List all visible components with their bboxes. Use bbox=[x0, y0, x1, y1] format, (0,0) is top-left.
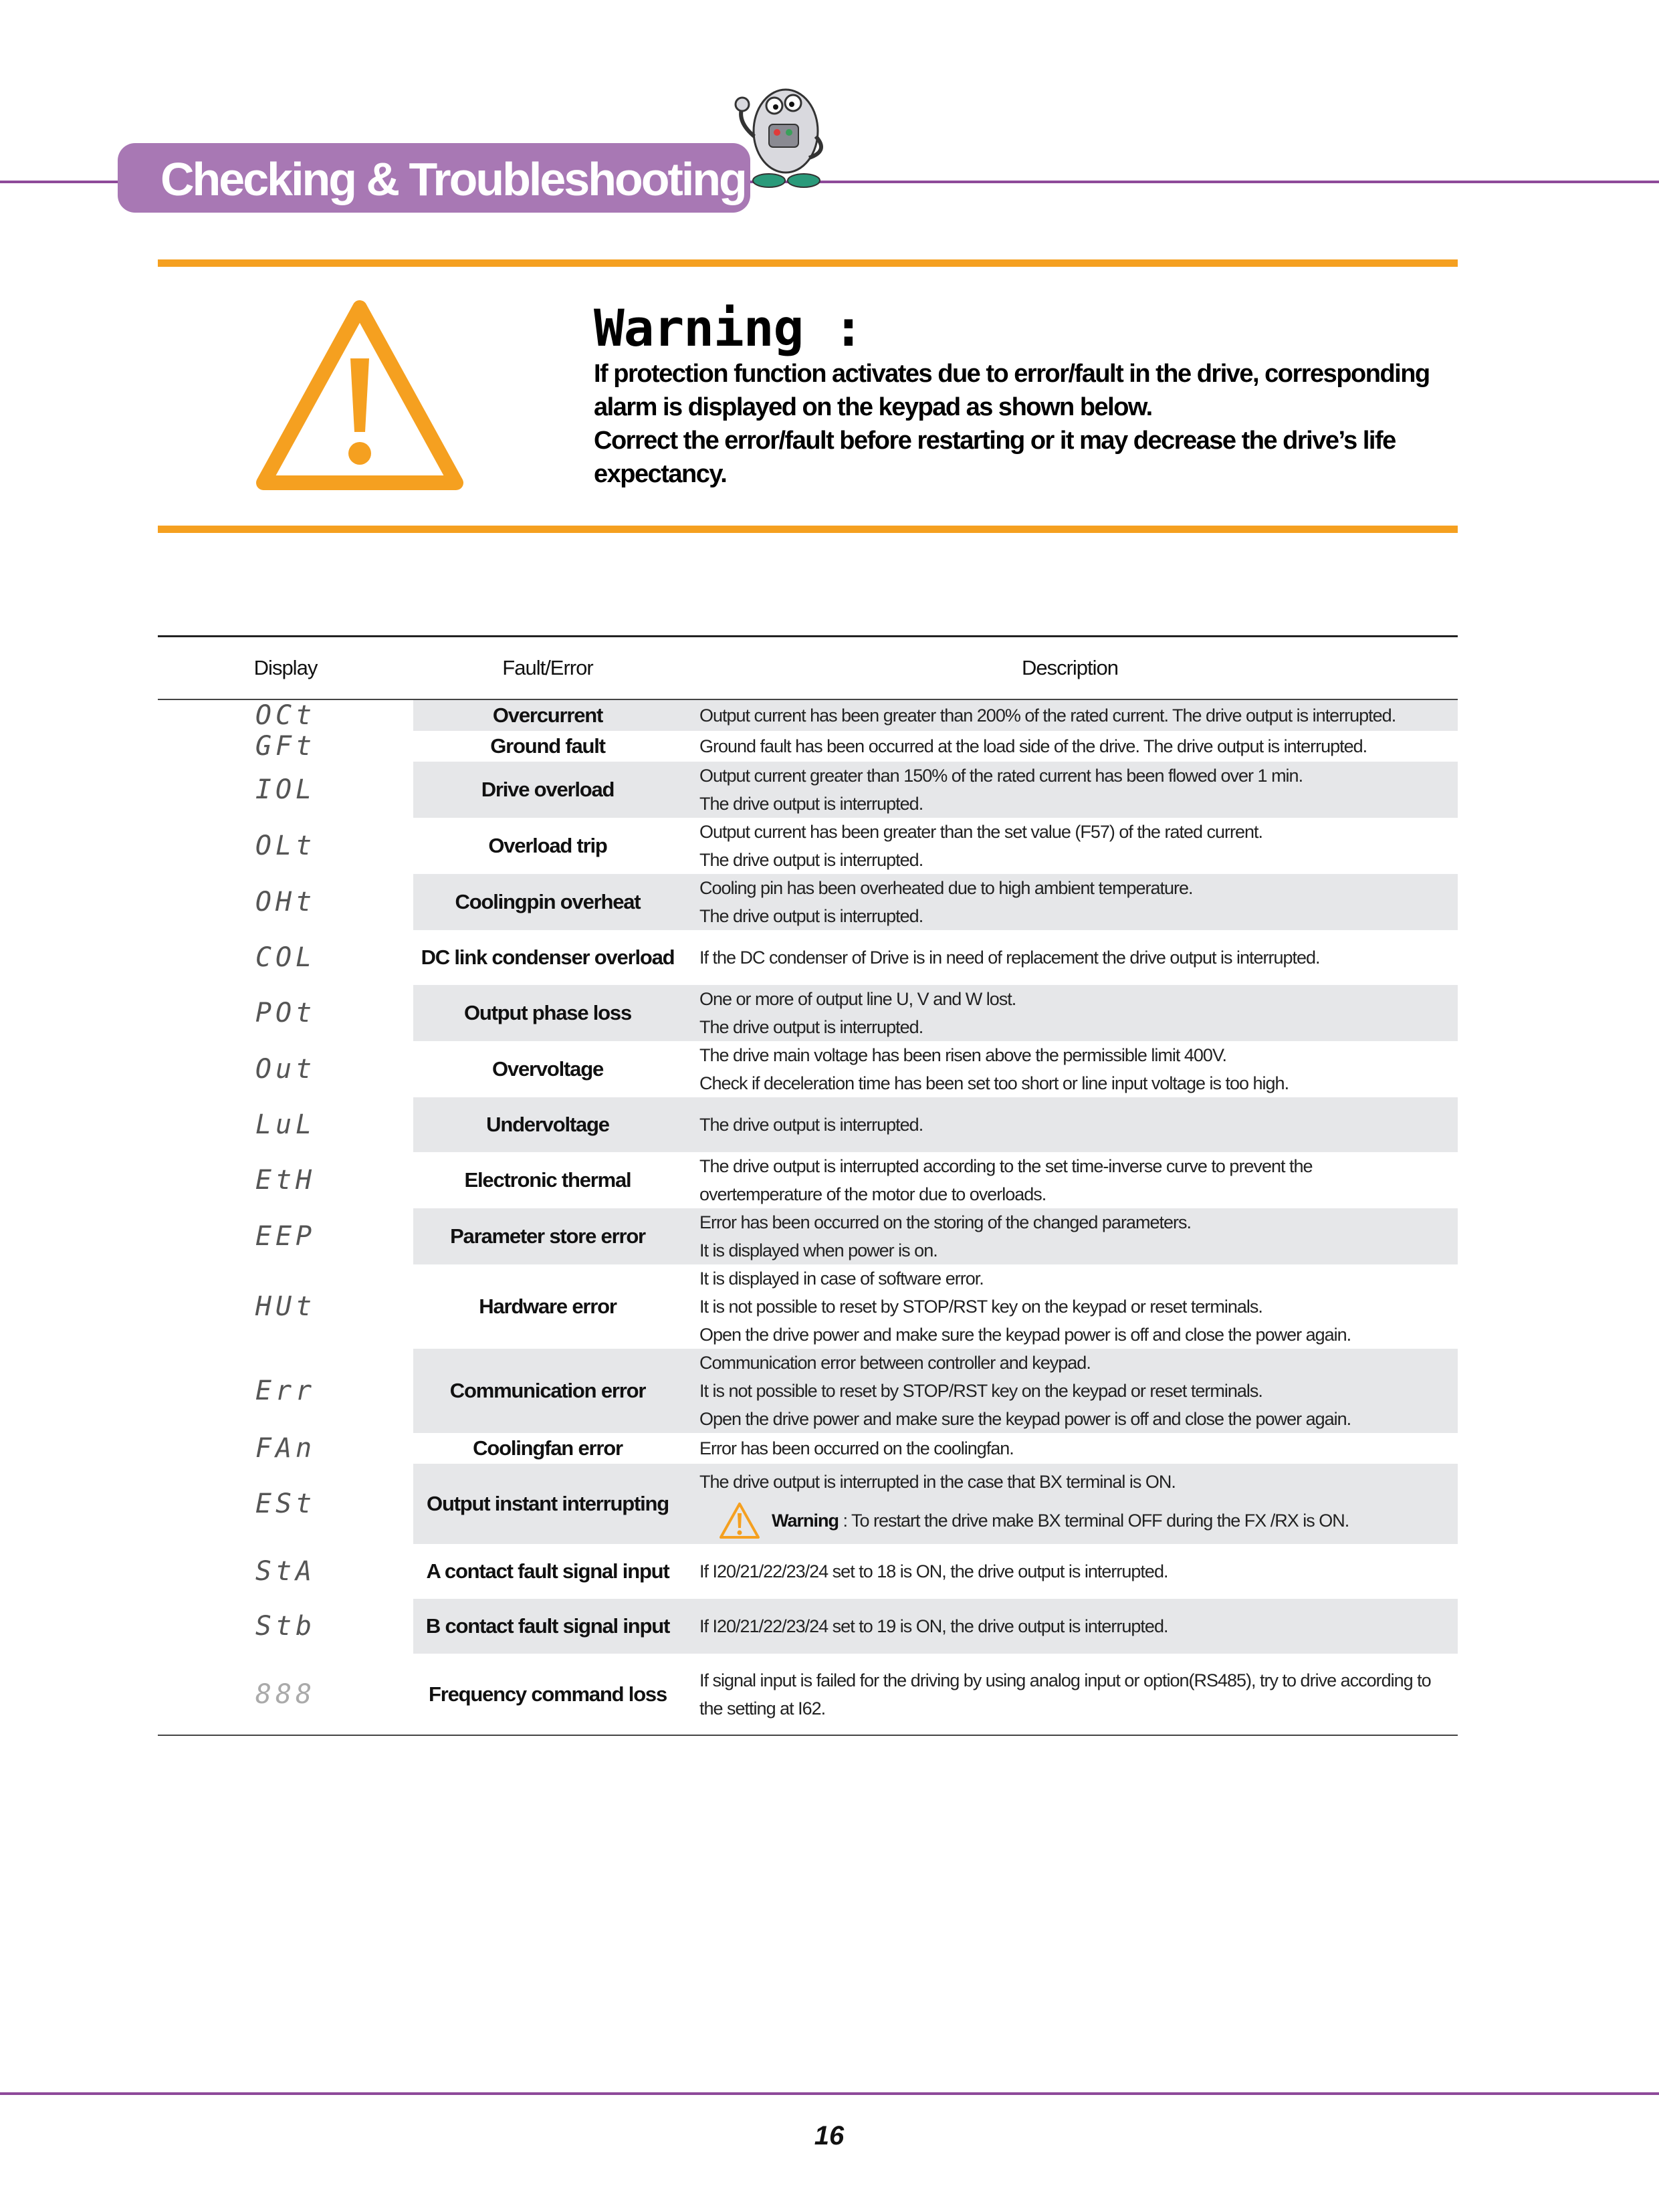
table-row bbox=[158, 1349, 1458, 1433]
page-number: 16 bbox=[814, 2121, 845, 2150]
table-row bbox=[158, 1433, 1458, 1464]
description-cell bbox=[682, 1654, 1458, 1735]
table-row bbox=[158, 762, 1458, 818]
keypad-code: StA bbox=[255, 1556, 316, 1587]
fault-cell: Hardware error bbox=[479, 1295, 617, 1318]
description-line: The drive output is interrupted. bbox=[699, 794, 923, 814]
table-row bbox=[158, 930, 1458, 985]
keypad-code: FAn bbox=[255, 1433, 316, 1464]
description-line: It is displayed in case of software error. bbox=[699, 1268, 984, 1289]
description-line: Error has been occurred on the storing of the changed parameters. bbox=[699, 1212, 1191, 1232]
description-line: Output current has been greater than 200% of the rated current. The drive output is interrupted. bbox=[699, 705, 1396, 726]
keypad-code: COL bbox=[255, 942, 316, 973]
fault-cell: Overload trip bbox=[488, 834, 607, 857]
keypad-code: POt bbox=[255, 998, 316, 1028]
table-row bbox=[158, 1599, 1458, 1654]
description-line: The drive output is interrupted. bbox=[699, 1017, 923, 1037]
warning-heading: Warning : bbox=[594, 298, 863, 358]
display-cell bbox=[158, 818, 413, 874]
description-line: It is not possible to reset by STOP/RST key on the keypad or reset terminals. bbox=[699, 1297, 1262, 1317]
keypad-code: LuL bbox=[255, 1109, 316, 1140]
display-cell bbox=[158, 874, 413, 930]
description-line: Check if deceleration time has been set too short or line input voltage is too high. bbox=[699, 1073, 1289, 1093]
description-line: Error has been occurred on the coolingfan. bbox=[699, 1438, 1014, 1458]
fault-cell: Parameter store error bbox=[413, 1208, 682, 1264]
description-line: The drive output is interrupted according to the set time-inverse curve to prevent the bbox=[699, 1156, 1313, 1176]
display-cell bbox=[158, 1097, 413, 1152]
display-cell bbox=[158, 731, 413, 762]
keypad-code: OLt bbox=[255, 831, 316, 861]
description-line: The drive output is interrupted. bbox=[699, 906, 923, 926]
table-row bbox=[158, 731, 1458, 762]
fault-cell: B contact fault signal input bbox=[413, 1599, 682, 1654]
warning-line: alarm is displayed on the keypad as shown below. bbox=[594, 393, 1152, 421]
description-line: If I20/21/22/23/24 set to 19 is ON, the drive output is interrupted. bbox=[699, 1616, 1168, 1636]
description-cell bbox=[682, 1544, 1458, 1599]
table-row bbox=[158, 985, 1458, 1041]
warning-rule-bottom bbox=[158, 526, 1458, 533]
display-cell bbox=[158, 1654, 413, 1735]
warning-line: expectancy. bbox=[594, 460, 727, 488]
header-description: Description bbox=[682, 637, 1458, 700]
description-line: Communication error between controller and keypad. bbox=[699, 1353, 1091, 1373]
fault-table bbox=[158, 635, 1458, 1736]
warning-text bbox=[594, 357, 1463, 491]
description-cell bbox=[682, 1599, 1458, 1654]
display-cell bbox=[158, 1599, 413, 1654]
inline-warning-label: Warning bbox=[772, 1511, 839, 1531]
description-cell bbox=[682, 1152, 1458, 1208]
description-cell bbox=[682, 731, 1458, 762]
warning-triangle-icon bbox=[254, 298, 465, 492]
description-line: It is displayed when power is on. bbox=[699, 1240, 937, 1260]
description-cell bbox=[682, 762, 1458, 818]
keypad-code: Stb bbox=[255, 1611, 316, 1642]
table-row bbox=[158, 1654, 1458, 1735]
fault-cell: Undervoltage bbox=[413, 1097, 682, 1152]
warning-line: If protection function activates due to error/fault in the drive, corresponding bbox=[594, 360, 1430, 388]
description-line: If I20/21/22/23/24 set to 18 is ON, the drive output is interrupted. bbox=[699, 1561, 1168, 1581]
display-cell bbox=[158, 1544, 413, 1599]
footer-rule bbox=[0, 2092, 1659, 2095]
mascot-icon bbox=[722, 58, 843, 191]
description-cell bbox=[682, 1349, 1458, 1433]
fault-cell: Overvoltage bbox=[492, 1057, 603, 1081]
display-cell bbox=[158, 1264, 413, 1349]
fault-cell: Output instant interrupting bbox=[413, 1464, 682, 1544]
fault-cell: DC link condenser overload bbox=[421, 946, 675, 969]
page-title: Checking & Troubleshooting bbox=[160, 153, 746, 205]
display-cell bbox=[158, 1433, 413, 1464]
inline-warning bbox=[718, 1501, 1458, 1540]
table-row bbox=[158, 1208, 1458, 1264]
warning-rule-top bbox=[158, 259, 1458, 267]
description-line: The drive output is interrupted in the case that BX terminal is ON. bbox=[699, 1472, 1176, 1492]
description-cell bbox=[682, 1264, 1458, 1349]
fault-cell: Drive overload bbox=[413, 762, 682, 818]
description-cell bbox=[682, 1208, 1458, 1264]
header-display: Display bbox=[158, 637, 413, 700]
display-cell bbox=[158, 930, 413, 985]
description-line: If the DC condenser of Drive is in need of replacement the drive output is interrupted. bbox=[699, 948, 1320, 968]
keypad-code: Err bbox=[255, 1375, 316, 1406]
display-cell bbox=[158, 762, 413, 818]
keypad-code: EEP bbox=[255, 1221, 316, 1252]
table-body bbox=[158, 699, 1458, 1735]
description-line: One or more of output line U, V and W lost. bbox=[699, 989, 1016, 1009]
description-cell bbox=[682, 874, 1458, 930]
keypad-code: IOL bbox=[255, 774, 316, 805]
keypad-code: Out bbox=[255, 1054, 316, 1085]
display-cell bbox=[158, 1464, 413, 1544]
warning-line: Correct the error/fault before restarting or it may decrease the drive’s life bbox=[594, 427, 1396, 455]
keypad-code: GFt bbox=[255, 731, 316, 762]
fault-cell: Coolingfan error bbox=[473, 1436, 623, 1460]
inline-warning-text: : To restart the drive make BX terminal OFF during the FX /RX is ON. bbox=[839, 1511, 1349, 1531]
description-cell bbox=[682, 985, 1458, 1041]
warning-triangle-icon bbox=[718, 1501, 761, 1540]
description-line: Ground fault has been occurred at the load side of the drive. The drive output is interrupted. bbox=[699, 736, 1367, 756]
keypad-code: OHt bbox=[255, 887, 316, 917]
table-row bbox=[158, 1464, 1458, 1544]
description-line: If signal input is failed for the driving by using analog input or option(RS485), try to drive according to bbox=[699, 1670, 1431, 1690]
description-line: It is not possible to reset by STOP/RST key on the keypad or reset terminals. bbox=[699, 1381, 1262, 1401]
description-line: The drive output is interrupted. bbox=[699, 1115, 923, 1135]
description-cell bbox=[682, 1041, 1458, 1097]
description-line: Output current greater than 150% of the rated current has been flowed over 1 min. bbox=[699, 766, 1303, 786]
table-row bbox=[158, 1041, 1458, 1097]
display-cell bbox=[158, 985, 413, 1041]
fault-cell: Ground fault bbox=[490, 734, 605, 758]
description-cell bbox=[682, 1464, 1458, 1544]
table-row bbox=[158, 1097, 1458, 1152]
description-cell bbox=[682, 1097, 1458, 1152]
fault-cell: Electronic thermal bbox=[464, 1168, 631, 1192]
fault-cell: Output phase loss bbox=[413, 985, 682, 1041]
table-row bbox=[158, 1544, 1458, 1599]
fault-cell: Coolingpin overheat bbox=[413, 874, 682, 930]
keypad-code: 888 bbox=[255, 1678, 316, 1710]
description-line: the setting at I62. bbox=[699, 1698, 826, 1719]
table-row bbox=[158, 1152, 1458, 1208]
description-line: Output current has been greater than the set value (F57) of the rated current. bbox=[699, 822, 1263, 842]
description-cell bbox=[682, 930, 1458, 985]
description-line: overtemperature of the motor due to overloads. bbox=[699, 1184, 1046, 1204]
keypad-code: ESt bbox=[255, 1488, 316, 1519]
description-cell bbox=[682, 699, 1458, 731]
keypad-code: OCt bbox=[255, 700, 316, 731]
table-header-row bbox=[158, 637, 1458, 700]
description-cell bbox=[682, 1433, 1458, 1464]
table-row bbox=[158, 699, 1458, 731]
table-row bbox=[158, 1264, 1458, 1349]
description-line: The drive main voltage has been risen above the permissible limit 400V. bbox=[699, 1045, 1226, 1065]
description-line: Open the drive power and make sure the keypad power is off and close the power again. bbox=[699, 1409, 1351, 1429]
keypad-code: EtH bbox=[255, 1165, 316, 1196]
fault-cell: A contact fault signal input bbox=[426, 1559, 669, 1583]
display-cell bbox=[158, 699, 413, 731]
display-cell bbox=[158, 1208, 413, 1264]
description-line: The drive output is interrupted. bbox=[699, 850, 923, 870]
display-cell bbox=[158, 1041, 413, 1097]
header-fault: Fault/Error bbox=[413, 637, 682, 700]
fault-cell: Communication error bbox=[413, 1349, 682, 1433]
fault-cell: Frequency command loss bbox=[413, 1654, 682, 1735]
fault-cell: Overcurrent bbox=[413, 699, 682, 731]
description-line: Cooling pin has been overheated due to high ambient temperature. bbox=[699, 878, 1193, 898]
table-row bbox=[158, 874, 1458, 930]
display-cell bbox=[158, 1152, 413, 1208]
description-cell bbox=[682, 818, 1458, 874]
description-line: Open the drive power and make sure the keypad power is off and close the power again. bbox=[699, 1325, 1351, 1345]
display-cell bbox=[158, 1349, 413, 1433]
table-row bbox=[158, 818, 1458, 874]
keypad-code: HUt bbox=[255, 1291, 316, 1322]
